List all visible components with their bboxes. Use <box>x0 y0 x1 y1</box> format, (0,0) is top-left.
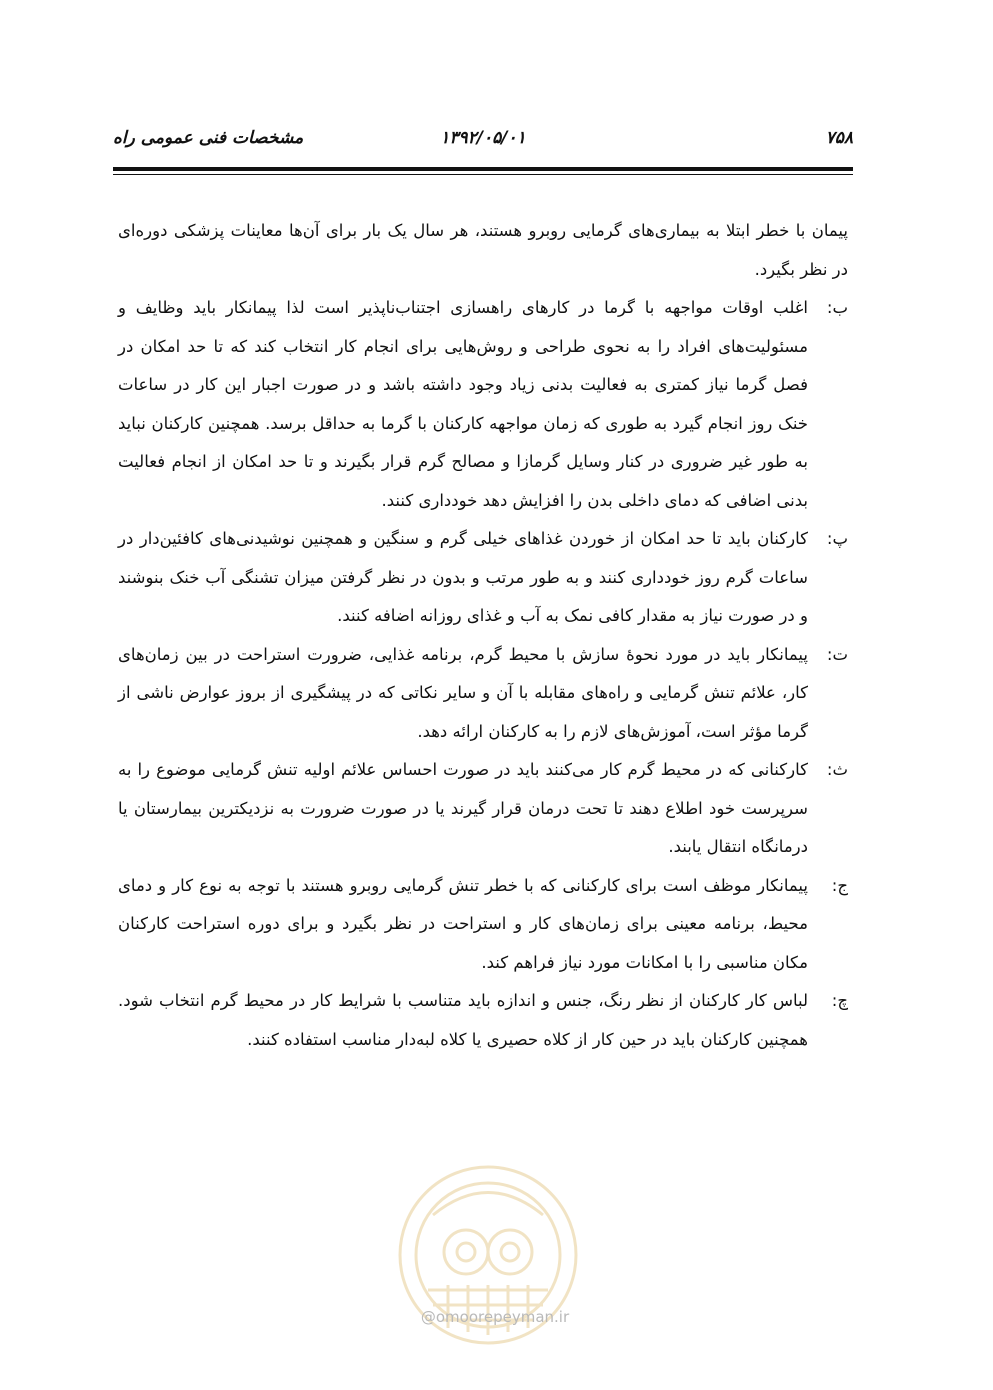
intro-paragraph: پیمان با خطر ابتلا به بیماری‌های گرمایی روبرو هستند، هر سال یک بار برای آن‌ها معاینات پزشکی دوره‌ای در نظر بگیرد. <box>118 221 848 279</box>
item-text: پیمانکار موظف است برای کارکنانی که با خطر تنش گرمایی روبرو هستند با توجه به نوع کار و دمای محیط، برنامه معینی برای زمان‌های کار و استراحت در نظر بگیرد و برای دوره استراحت کارکنان مکان مناسبی را با امکانات مورد نیاز فراهم کند. <box>118 875 808 972</box>
item-text: اغلب اوقات مواجهه با گرما در کارهای راهسازی اجتناب‌ناپذیر است لذا پیمانکار باید وظایف و مسئولیت‌های افراد را به نحوی طراحی و روش‌هایی برای انجام کار انتخاب کند که تا حد امکان در فصل گرما نیاز کمتری به فعالیت بدنی زیاد وجود داشته باشد و در صورت اجبار این کار در ساعات خنک روز انجام گیرد به طوری که زمان مواجهه کارکنان با گرما به حداقل برسد. همچنین کارکنان نباید به طور غیر ضروری در کنار وسایل گرمازا و مصالح گرم قرار بگیرند و تا حد امکان از انجام فعالیت بدنی اضافی که دمای داخلی بدن را افزایش دهد خودداری کنند. <box>118 298 808 510</box>
item-marker: چ: <box>831 991 848 1010</box>
item-text: لباس کار کارکنان از نظر رنگ، جنس و اندازه باید متناسب با شرایط کار در محیط گرم انتخاب شود. همچنین کارکنان باید در حین کار از کلاه حصیری یا کلاه لبه‌دار مناسب استفاده کنند. <box>118 991 808 1049</box>
header-rule-thin <box>113 174 853 175</box>
item-marker: پ: <box>826 529 848 548</box>
list-item <box>118 867 848 983</box>
item-text: کارکنان باید تا حد امکان از خوردن غذاهای خیلی گرم و سنگین و همچنین نوشیدنی‌های کافئین‌دار در ساعات گرم روز خودداری کنند و به طور مرتب و بدون در نظر گرفتن میزان تشنگی آب خنک بنوشند و در صورت نیاز به مقدار کافی نمک به آب و غذای روزانه اضافه کنند. <box>118 529 808 625</box>
item-text: کارکنانی که در محیط گرم کار می‌کنند باید در صورت احساس علائم اولیه تنش گرمایی موضوع را به سرپرست خود اطلاع دهند تا تحت درمان قرار گیرند یا در صورت ضرورت به نزدیکترین بیمارستان یا درمانگاه انتقال یابند. <box>118 760 808 856</box>
item-marker: ج: <box>831 875 848 895</box>
header-date: ۱۳۹۲/۰۵/۰۱ <box>440 128 526 148</box>
item-marker: ب: <box>826 298 848 317</box>
body-content <box>118 212 848 1059</box>
page-number: ۷۵۸ <box>825 128 853 148</box>
page-header <box>113 128 853 154</box>
item-text: پیمانکار باید در مورد نحوۀ سازش با محیط گرم، برنامه غذایی، ضرورت استراحت در بین زمان‌های کار، علائم تنش گرمایی و راه‌های مقابله با آن و سایر نکاتی که در پیشگیری از بروز عوارض ناشی از گرما مؤثر است، آموزش‌های لازم را به کارکنان ارائه دهد. <box>118 644 808 741</box>
list-item <box>118 982 848 1059</box>
watermark-text: @omoorepeyman.ir <box>420 1308 570 1326</box>
item-marker: ث: <box>826 760 848 779</box>
list-item <box>118 520 848 636</box>
list-item <box>118 636 848 752</box>
header-title: مشخصات فنی عمومی راه <box>113 128 304 148</box>
header-rule-thick <box>113 167 853 171</box>
list-item <box>118 751 848 867</box>
item-marker: ت: <box>826 644 848 664</box>
list-item <box>118 289 848 520</box>
